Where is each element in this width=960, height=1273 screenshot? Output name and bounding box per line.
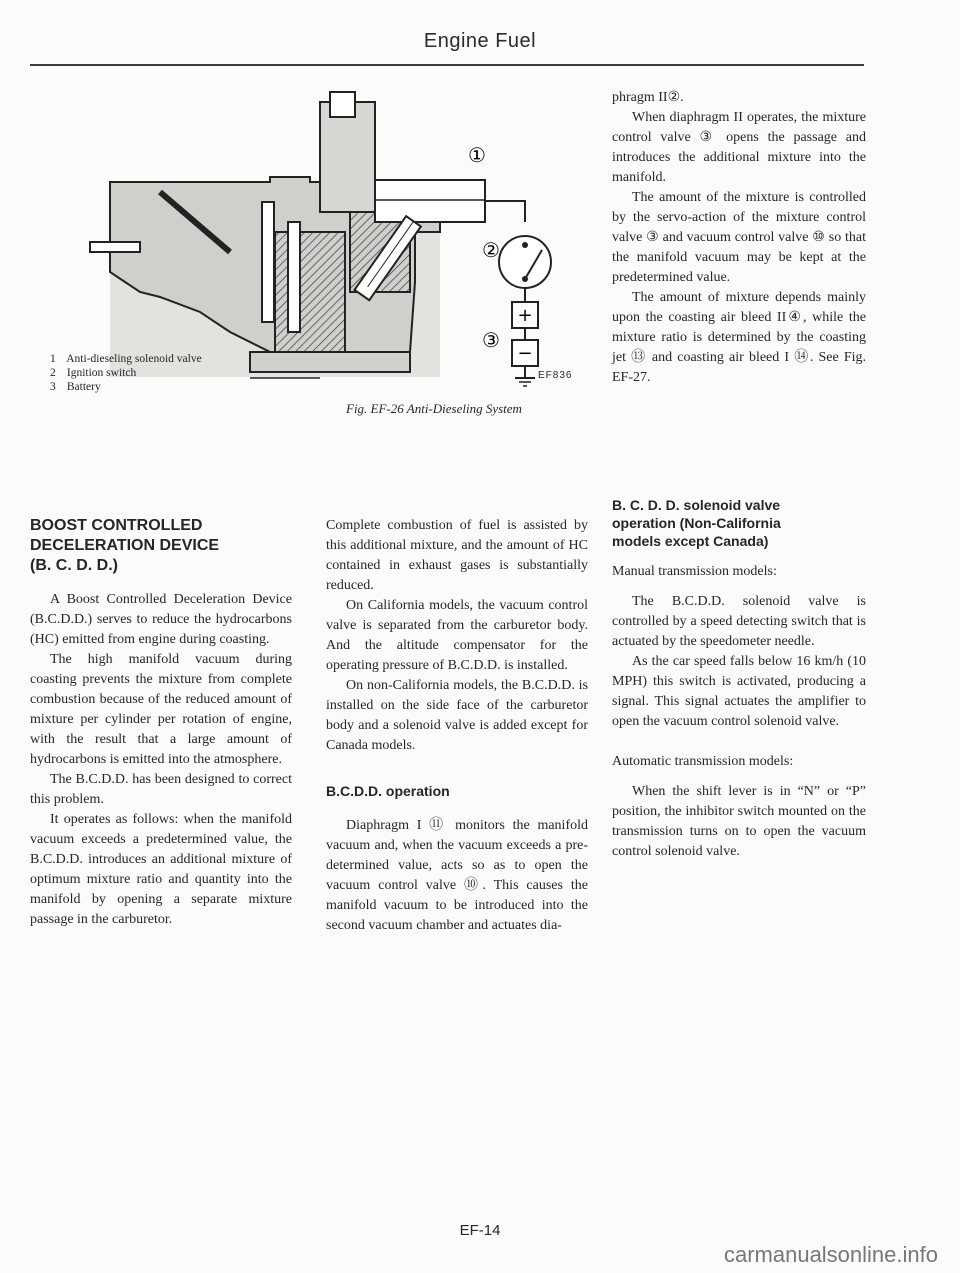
callout-3: ③	[482, 328, 500, 352]
paragraph: The B.C.D.D. solenoid valve is controlled by a speed detecting switch that is actuated by the speedometer needle.	[612, 594, 866, 649]
column-2	[326, 516, 588, 936]
float-chamber	[275, 232, 345, 352]
figure-legend	[50, 352, 202, 394]
manual-transmission-label: Manual transmission models:	[612, 564, 777, 579]
automatic-transmission-label: Automatic transmission models:	[612, 754, 794, 769]
throttle-linkage	[90, 242, 140, 252]
paragraph: phragm II②.	[612, 90, 684, 105]
jet-tube-right	[288, 222, 300, 332]
solenoid-valve-body	[375, 180, 485, 222]
figure-code: EF836	[538, 370, 573, 381]
page-header: Engine Fuel	[423, 30, 537, 52]
page-number: EF-14	[459, 1222, 501, 1239]
solenoid-cap	[330, 92, 355, 117]
paragraph: The amount of the mixture is controlled by the servo-action of the mixture control valve ③ and vacuum control valve ⑩ so that the manifold vacuum may be kept at the predetermined value.	[612, 190, 866, 285]
section-heading-bcdd: BOOST CONTROLLED DECELERATION DEVICE (B. C. D. D.)	[30, 517, 220, 574]
figure-caption: Fig. EF-26 Anti-Dieseling System	[346, 401, 522, 416]
paragraph: It operates as follows: when the manifold vacuum exceeds a predetermined value, the B.C.D.D. introduces an additional mixture of optimum mixture ratio and quantity into the manifold by opening a separate mixture passage in the carburetor.	[30, 812, 292, 927]
paragraph: The high manifold vacuum during coasting prevents the mixture from complete combustion because of the reduced amount of mixture per cylinder per rotation of engine, with the result that a large amount of hydrocarbons is emitted into the atmosphere.	[30, 652, 292, 767]
paragraph: Complete combustion of fuel is assisted by this additional mixture, and the amount of HC contained in exhaust gases is substantially reduced.	[326, 518, 588, 593]
paragraph: The B.C.D.D. has been designed to correct this problem.	[30, 772, 292, 807]
column-3	[612, 88, 866, 862]
svg-text:−: −	[517, 343, 533, 364]
subheading-bcdd-operation: B.C.D.D. operation	[326, 783, 450, 799]
callout-2: ②	[482, 238, 500, 262]
legend-item-1: 1 Anti-dieseling solenoid valve	[50, 353, 202, 365]
solenoid-housing	[320, 102, 375, 212]
paragraph: A Boost Controlled Deceleration Device (B.C.D.D.) serves to reduce the hydrocarbons (HC) emitted from engine during coasting.	[30, 592, 292, 647]
legend-item-3: 3 Battery	[50, 381, 101, 393]
callout-1: ①	[468, 143, 486, 167]
paragraph: Diaphragm I ⑪ monitors the manifold vacuum and, when the vacuum exceeds a pre-determined value, acts so as to open the vacuum control valve ⑩. This causes the manifold vacuum to be introduced into the second vacuum chamber and actuates dia-	[326, 818, 588, 933]
anti-dieseling-diagram	[30, 82, 585, 392]
paragraph: When diaphragm II operates, the mixture control valve ③ opens the passage and introduces the additional mixture into the manifold.	[612, 110, 866, 185]
paragraph: On California models, the vacuum control valve is separated from the carburetor body. And the altitude compensator for the operating pressure of B.C.D.D. is installed.	[326, 598, 588, 673]
column-1	[30, 516, 292, 930]
paragraph: As the car speed falls below 16 km/h (10 MPH) this switch is activated, producing a signal. This signal actuates the amplifier to open the vacuum control solenoid valve.	[612, 654, 866, 729]
header-rule	[30, 64, 864, 66]
svg-text:+: +	[517, 305, 533, 326]
paragraph: When the shift lever is in “N” or “P” position, the inhibitor switch mounted on the transmission turns on to open the vacuum control solenoid valve.	[612, 784, 866, 859]
jet-tube-left	[262, 202, 274, 322]
subheading-solenoid-valve: B. C. D. D. solenoid valve operation (Non-California models except Canada)	[612, 497, 781, 549]
watermark: carmanualsonline.info	[723, 1242, 938, 1267]
paragraph: On non-California models, the B.C.D.D. is installed on the side face of the carburetor body and a solenoid valve is added except for Canada models.	[326, 678, 588, 753]
base-flange	[250, 352, 410, 372]
paragraph: The amount of mixture depends mainly upon the coasting air bleed II④, while the mixture ratio is determined by the coasting jet ⑬ and coasting air bleed I ⑭. See Fig. EF-27.	[612, 290, 866, 385]
legend-item-2: 2 Ignition switch	[50, 367, 137, 379]
